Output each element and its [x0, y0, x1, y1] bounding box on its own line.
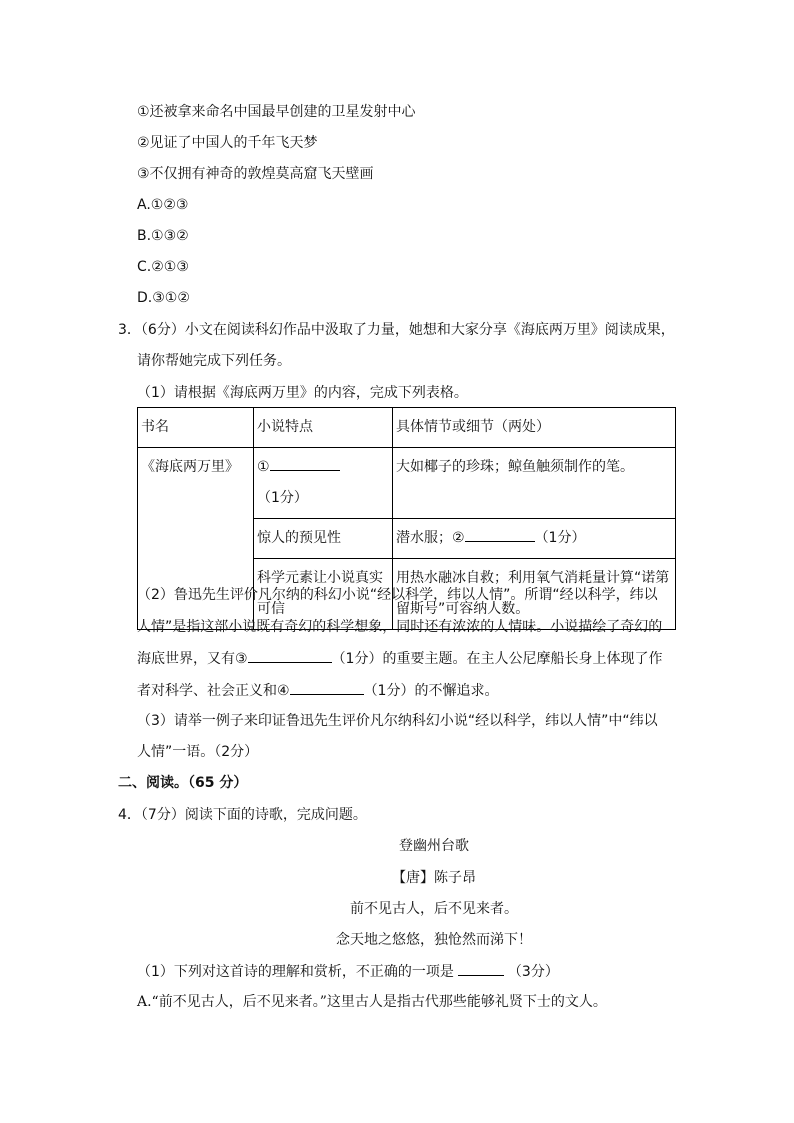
answer-blank-3[interactable] [248, 648, 332, 663]
q4-stem: 4．（7分）阅读下面的诗歌，完成问题。 [118, 807, 367, 823]
q4-sub1-score: （3分） [507, 964, 559, 980]
option-item-2: ②见证了中国人的千年飞天梦 [137, 135, 318, 151]
option-item-3: ③不仅拥有神奇的敦煌莫高窟飞天壁画 [137, 166, 374, 182]
answer-blank-4[interactable] [290, 680, 364, 695]
q3-sub2-line2: 人情”是指这部小说既有奇幻的科学想象，同时还有浓浓的人情味。小说描绘了奇幻的 [137, 619, 663, 635]
sub2-line4-text-a: 者对科学、社会正义和④ [137, 683, 290, 699]
table-header-feature: 小说特点 [254, 408, 393, 448]
table-cell-detail-2 [393, 519, 676, 559]
poem-author: 【唐】陈子昂 [392, 870, 476, 886]
table-cell-feature-1 [254, 448, 393, 519]
sub2-line4-text-b: （1分）的不懈追求。 [363, 683, 499, 699]
answer-blank-1[interactable] [270, 456, 340, 471]
feature-1-marker: ① [257, 459, 270, 475]
q3-sub2-line1: （2）鲁迅先生评价凡尔纳的科幻小说“经以科学，纬以人情”。所谓“经以科学，纬以 [137, 587, 658, 603]
q3-sub3-line1: （3）请举一例子来印证鲁迅先生评价凡尔纳科幻小说“经以科学，纬以人情”中“纬以 [137, 713, 658, 729]
table-cell-feature-2: 惊人的预见性 [254, 519, 393, 559]
table-header-row [138, 408, 676, 448]
table-row [138, 448, 676, 519]
q4-sub1-text: （1）下列对这首诗的理解和赏析，不正确的一项是 [137, 964, 454, 980]
table-cell-feature-3: 科学元素让小说真实可信 [254, 559, 393, 630]
sub2-line3-text-a: 海底世界，又有③ [137, 651, 248, 667]
feature-1-score: （1分） [257, 490, 308, 506]
table-cell-detail-1: 大如椰子的珍珠；鲸鱼触须制作的笔。 [393, 448, 676, 519]
q3-stem-line2: 请你帮她完成下列任务。 [137, 353, 291, 369]
section-title: 二、阅读。（65 分） [118, 775, 248, 791]
poem-title: 登幽州台歌 [399, 838, 469, 854]
choice-c: C.②①③ [137, 259, 189, 275]
q3-stem-line1: 3．（6分）小文在阅读科幻作品中汲取了力量，她想和大家分享《海底两万里》阅读成果， [118, 322, 675, 338]
q4-option-a: A.“前不见古人，后不见来者。”这里古人是指古代那些能够礼贤下士的文人。 [137, 994, 607, 1010]
table-cell-book: 《海底两万里》 [138, 448, 254, 630]
table-header-book: 书名 [138, 408, 254, 448]
answer-blank-5[interactable] [458, 961, 504, 976]
option-item-1: ①还被拿来命名中国最早创建的卫星发射中心 [137, 104, 416, 120]
poem-line-2: 念天地之悠悠，独怆然而涕下！ [336, 932, 532, 948]
choice-b: B.①③② [137, 228, 189, 244]
table-header-detail: 具体情节或细节（两处） [393, 408, 676, 448]
q3-sub3-line2: 人情”一语。（2分） [137, 744, 259, 760]
poem-line-1: 前不见古人，后不见来者。 [350, 901, 518, 917]
q3-sub2-line3 [137, 648, 662, 669]
q3-sub2-line4 [137, 680, 498, 701]
choice-d: D.③①② [137, 290, 190, 306]
q4-sub1 [137, 961, 559, 982]
answer-blank-2[interactable] [465, 527, 535, 542]
detail-2-score: （1分） [534, 530, 586, 546]
choice-a: A.①②③ [137, 197, 189, 213]
q3-sub1: （1）请根据《海底两万里》的内容，完成下列表格。 [137, 385, 468, 401]
table-cell-detail-3: 用热水融冰自救；利用氧气消耗量计算“诺第留斯号”可容纳人数。 [393, 559, 676, 630]
detail-2-prefix: 潜水服；② [396, 530, 465, 546]
sub2-line3-text-b: （1分）的重要主题。在主人公尼摩船长身上体现了作 [331, 651, 663, 667]
